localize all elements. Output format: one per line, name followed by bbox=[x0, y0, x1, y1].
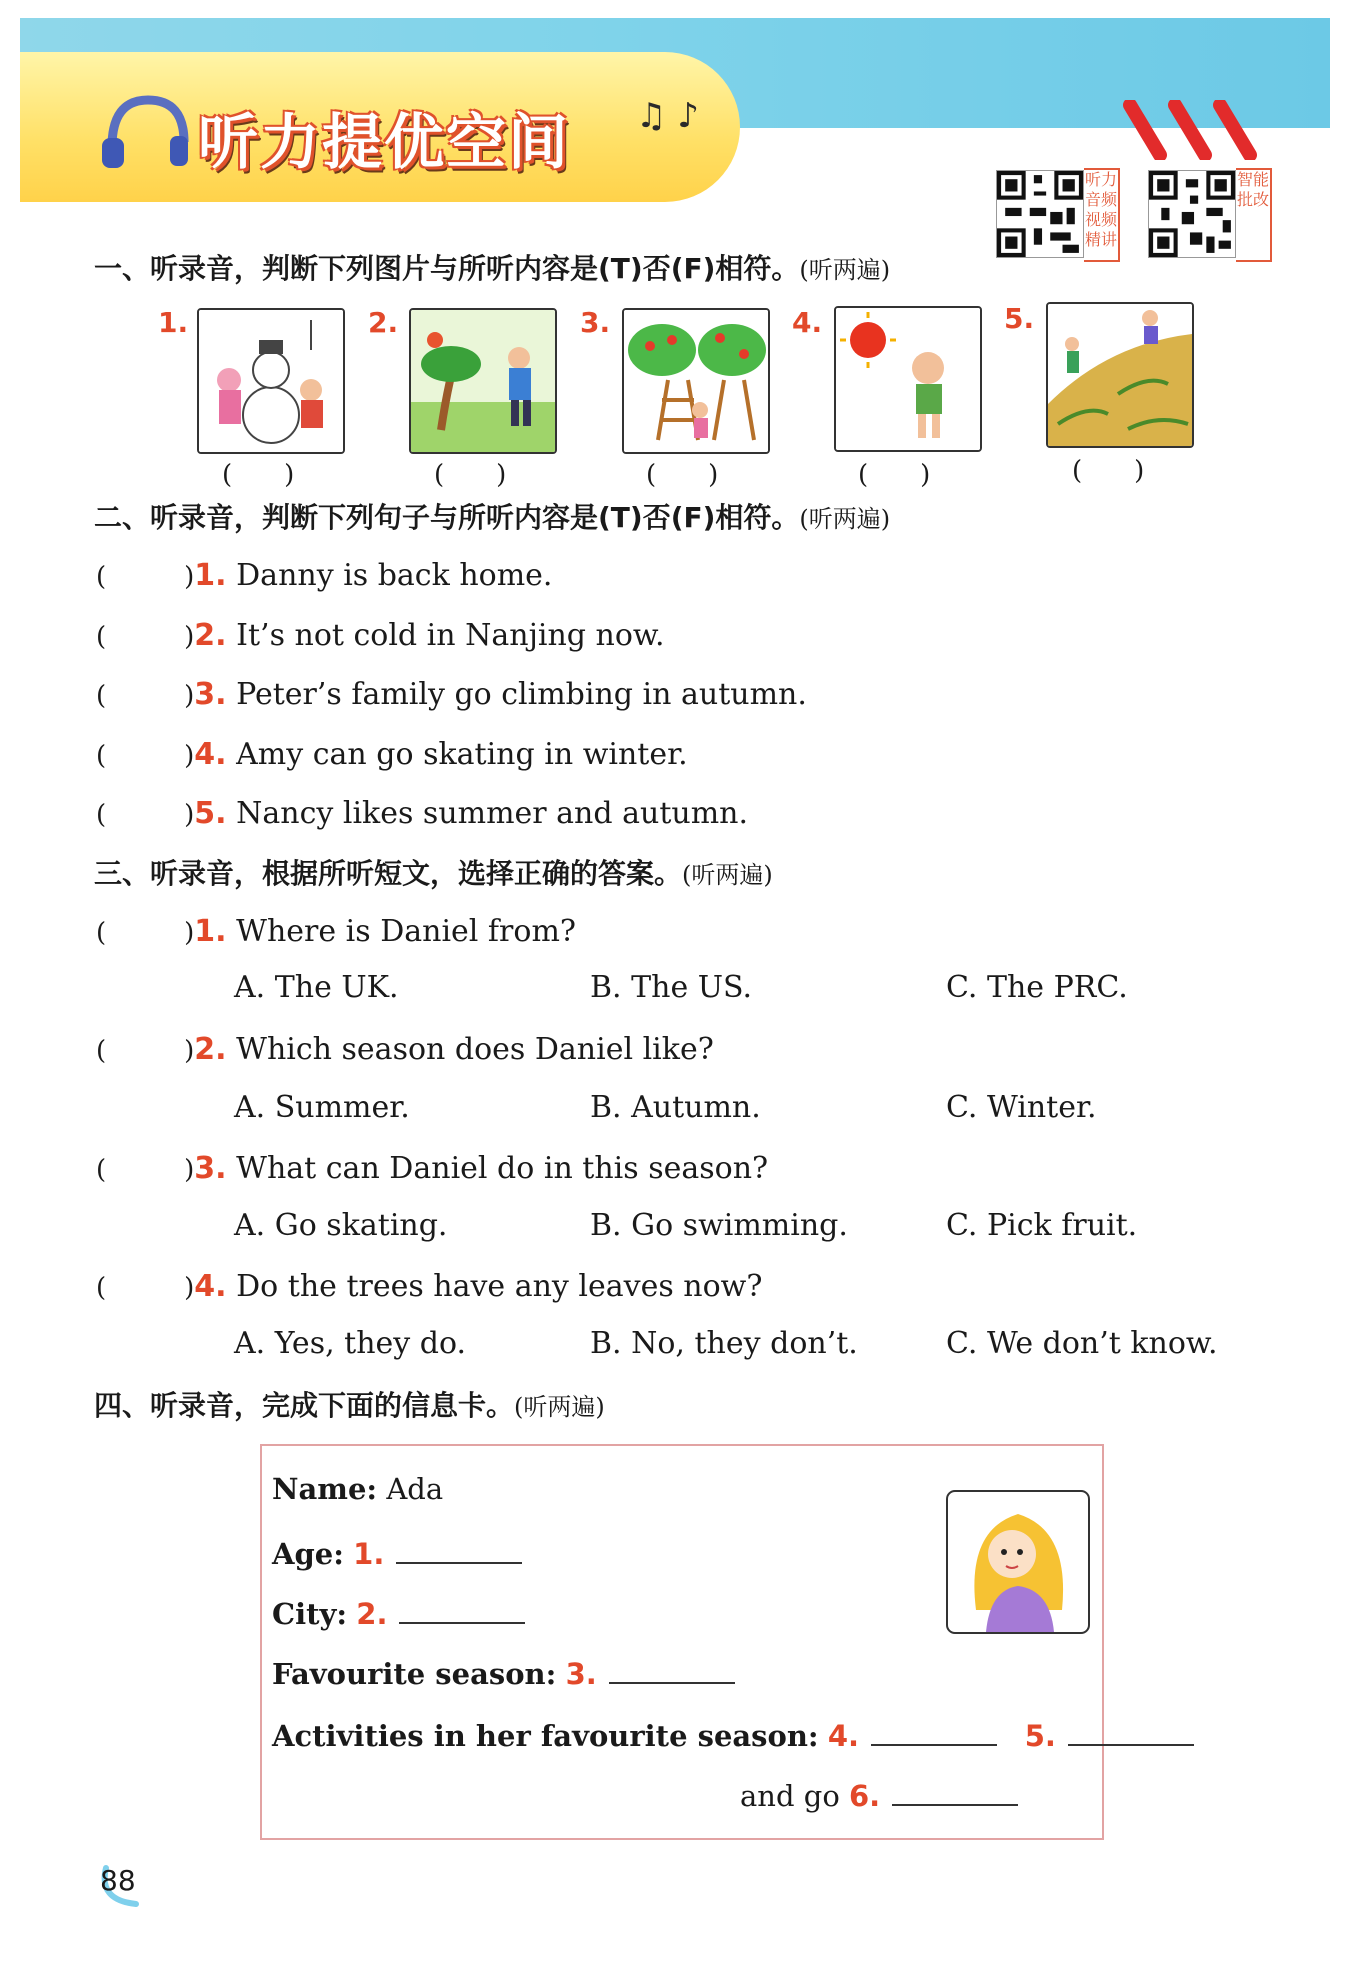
option-c: C. Pick fruit. bbox=[946, 1208, 1138, 1243]
question-row: ( )4. Do the trees have any leaves now? bbox=[96, 1269, 763, 1304]
option-a: A. Summer. bbox=[234, 1090, 410, 1125]
option-b: B. Autumn. bbox=[590, 1090, 761, 1125]
fruit-picking-picture bbox=[622, 308, 770, 454]
tf-row: ( )1. Danny is back home. bbox=[96, 558, 553, 593]
activities-field: Activities in her favourite season: 4. 5. bbox=[272, 1714, 1194, 1753]
activity-blank-4[interactable] bbox=[871, 1714, 997, 1746]
option-c: C. The PRC. bbox=[946, 970, 1128, 1005]
picture-number: 5. bbox=[1004, 302, 1035, 335]
section3-heading: 三、听录音，根据所听短文，选择正确的答案。(听两遍) bbox=[94, 857, 773, 890]
activity-blank-5[interactable] bbox=[1068, 1714, 1194, 1746]
age-field: Age: 1. bbox=[272, 1532, 522, 1571]
answer-paren[interactable]: ( ) bbox=[434, 460, 507, 490]
qr-code-icon[interactable] bbox=[996, 170, 1084, 258]
answer-paren[interactable]: ( ) bbox=[858, 460, 931, 490]
tf-row: ( )5. Nancy likes summer and autumn. bbox=[96, 796, 748, 831]
answer-paren[interactable]: ( ) bbox=[96, 918, 195, 948]
option-a: A. Go skating. bbox=[234, 1208, 448, 1243]
qr-code-icon[interactable] bbox=[1148, 170, 1236, 258]
section2-heading: 二、听录音，判断下列句子与所听内容是(T)否(F)相符。(听两遍) bbox=[94, 501, 891, 534]
music-notes-icon: ♫ ♪ bbox=[636, 96, 699, 136]
season-field: Favourite season: 3. bbox=[272, 1652, 735, 1691]
page-number: 88 bbox=[100, 1864, 136, 1897]
picture-number: 2. bbox=[368, 306, 399, 339]
section4-heading: 四、听录音，完成下面的信息卡。(听两遍) bbox=[94, 1389, 605, 1422]
picture-number: 4. bbox=[792, 306, 823, 339]
city-field: City: 2. bbox=[272, 1592, 525, 1631]
option-b: B. The US. bbox=[590, 970, 753, 1005]
qr-label-correction: 智能批改 bbox=[1236, 168, 1272, 262]
answer-paren[interactable]: ( ) bbox=[96, 622, 195, 652]
option-b: B. Go swimming. bbox=[590, 1208, 848, 1243]
windy-tree-picture bbox=[409, 308, 557, 454]
tf-row: ( )3. Peter’s family go climbing in autumn. bbox=[96, 677, 807, 712]
name-field: Name: Ada bbox=[272, 1472, 444, 1506]
tf-row: ( )2. It’s not cold in Nanjing now. bbox=[96, 618, 665, 653]
answer-paren[interactable]: ( ) bbox=[646, 460, 719, 490]
question-row: ( )2. Which season does Daniel like? bbox=[96, 1032, 714, 1067]
activities-field-line2: and go 6. bbox=[740, 1774, 1018, 1813]
girl-portrait bbox=[946, 1490, 1090, 1634]
option-c: C. Winter. bbox=[946, 1090, 1097, 1125]
option-a: A. The UK. bbox=[234, 970, 399, 1005]
answer-paren[interactable]: ( ) bbox=[96, 562, 195, 592]
answer-paren[interactable]: ( ) bbox=[222, 460, 295, 490]
red-slashes-icon bbox=[1120, 100, 1270, 160]
option-b: B. No, they don’t. bbox=[590, 1326, 858, 1361]
answer-paren[interactable]: ( ) bbox=[96, 681, 195, 711]
age-blank[interactable] bbox=[396, 1532, 522, 1564]
hill-climbing-picture bbox=[1046, 302, 1194, 448]
city-blank[interactable] bbox=[399, 1592, 525, 1624]
tf-row: ( )4. Amy can go skating in winter. bbox=[96, 737, 688, 772]
question-row: ( )3. What can Daniel do in this season? bbox=[96, 1151, 769, 1186]
answer-paren[interactable]: ( ) bbox=[96, 800, 195, 830]
answer-paren[interactable]: ( ) bbox=[96, 1036, 195, 1066]
hot-sun-picture bbox=[834, 306, 982, 452]
snowman-picture bbox=[197, 308, 345, 454]
option-c: C. We don’t know. bbox=[946, 1326, 1218, 1361]
option-a: A. Yes, they do. bbox=[234, 1326, 467, 1361]
answer-paren[interactable]: ( ) bbox=[96, 741, 195, 771]
answer-paren[interactable]: ( ) bbox=[1072, 456, 1145, 486]
activity-blank-6[interactable] bbox=[892, 1774, 1018, 1806]
answer-paren[interactable]: ( ) bbox=[96, 1273, 195, 1303]
qr-label-audio: 听力音频 视频精讲 bbox=[1084, 168, 1120, 262]
question-row: ( )1. Where is Daniel from? bbox=[96, 914, 576, 949]
picture-number: 1. bbox=[158, 306, 189, 339]
picture-number: 3. bbox=[580, 306, 611, 339]
answer-paren[interactable]: ( ) bbox=[96, 1155, 195, 1185]
season-blank[interactable] bbox=[609, 1652, 735, 1684]
page-title: 听力提优空间 bbox=[198, 108, 570, 178]
headphone-icon bbox=[100, 92, 190, 172]
section1-heading: 一、听录音，判断下列图片与所听内容是(T)否(F)相符。(听两遍) bbox=[94, 252, 891, 285]
